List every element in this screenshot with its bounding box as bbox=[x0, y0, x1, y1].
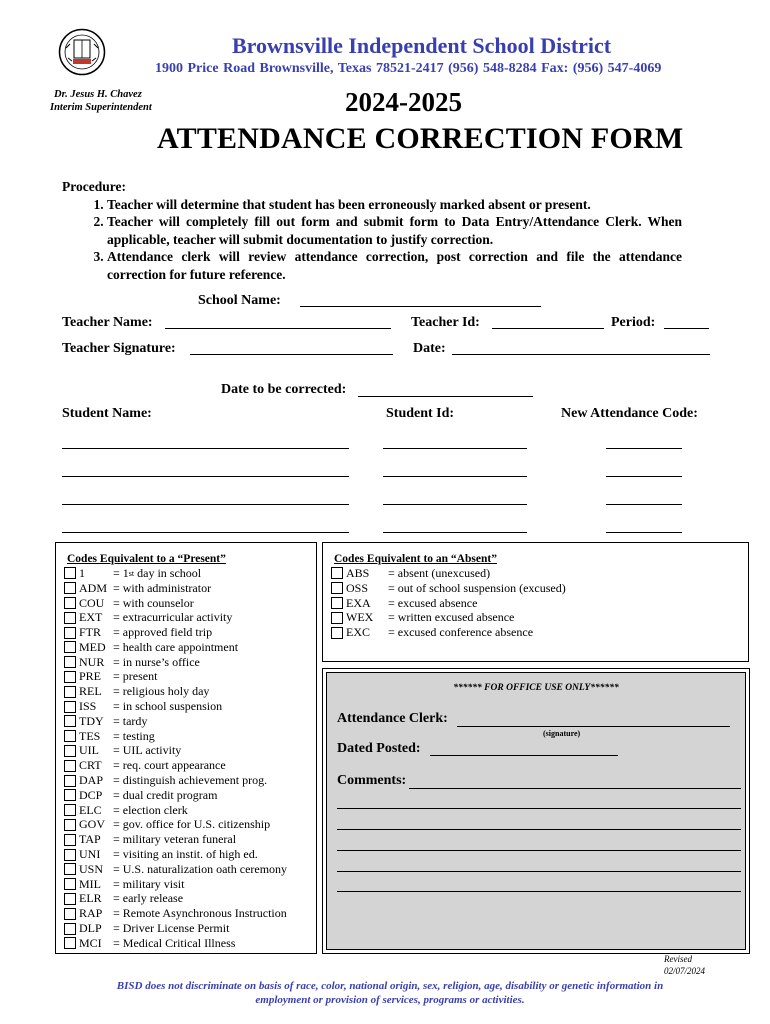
code-abbrev: DAP bbox=[79, 773, 104, 788]
present-codes-box bbox=[55, 542, 317, 954]
code-checkbox[interactable] bbox=[64, 730, 76, 742]
district-name: Brownsville Independent School District bbox=[232, 33, 612, 58]
code-description: = with counselor bbox=[113, 595, 194, 610]
footer-line-1: BISD does not discriminate on basis of race, color, national origin, sex, religion, age, disability or genetic information in bbox=[116, 980, 664, 992]
present-code-row bbox=[64, 788, 316, 803]
form-title: ATTENDANCE CORRECTION FORM bbox=[157, 122, 684, 155]
date-field[interactable] bbox=[452, 354, 710, 355]
code-description: = Medical Critical Illness bbox=[113, 935, 236, 950]
comments-line[interactable] bbox=[337, 808, 741, 809]
date-to-correct-field[interactable] bbox=[358, 396, 533, 397]
present-code-row bbox=[64, 892, 316, 907]
code-checkbox[interactable] bbox=[64, 775, 76, 787]
code-description: = UIL activity bbox=[113, 743, 182, 758]
district-address: 1900 Price Road Brownsville, Texas 78521-2417 (956) 548-8284 Fax: (956) 547-4069 bbox=[155, 61, 662, 76]
dated-posted-field[interactable] bbox=[430, 755, 618, 756]
absent-codes-title: Codes Equivalent to an “Absent” bbox=[334, 553, 497, 565]
code-checkbox[interactable] bbox=[64, 804, 76, 816]
code-checkbox[interactable] bbox=[64, 937, 76, 949]
student-id-field[interactable] bbox=[383, 476, 527, 477]
revised-label: Revised bbox=[664, 954, 692, 964]
code-description: = req. court appearance bbox=[113, 758, 226, 773]
present-code-row bbox=[64, 818, 316, 833]
present-codes-title: Codes Equivalent to a “Present” bbox=[67, 553, 226, 565]
code-abbrev: UIL bbox=[79, 743, 99, 758]
code-abbrev: ABS bbox=[346, 565, 370, 580]
code-description: = U.S. naturalization oath ceremony bbox=[113, 861, 288, 876]
present-code-row bbox=[64, 906, 316, 921]
code-checkbox[interactable] bbox=[64, 863, 76, 875]
code-description: = written excused absence bbox=[388, 610, 515, 625]
code-description: = testing bbox=[113, 728, 155, 743]
attendance-clerk-label: Attendance Clerk: bbox=[337, 711, 448, 726]
code-superscript: st bbox=[128, 568, 135, 578]
code-abbrev: GOV bbox=[79, 817, 105, 832]
code-checkbox[interactable] bbox=[331, 567, 343, 579]
teacher-name-field[interactable] bbox=[165, 328, 391, 329]
code-abbrev: OSS bbox=[346, 580, 369, 595]
teacher-id-label: Teacher Id: bbox=[411, 315, 480, 330]
new-code-field[interactable] bbox=[606, 504, 682, 505]
code-description: = excused absence bbox=[388, 595, 478, 610]
code-checkbox[interactable] bbox=[64, 834, 76, 846]
present-code-row bbox=[64, 581, 316, 596]
revised-block bbox=[664, 953, 705, 977]
code-description: = election clerk bbox=[113, 802, 188, 817]
code-checkbox[interactable] bbox=[331, 612, 343, 624]
code-checkbox[interactable] bbox=[64, 701, 76, 713]
procedure-section bbox=[62, 178, 682, 283]
code-checkbox[interactable] bbox=[64, 627, 76, 639]
code-abbrev: MED bbox=[79, 639, 106, 654]
procedure-step: 3. Attendance clerk will review attendance correction, post correction and file the attendance correction for future reference. bbox=[107, 248, 682, 283]
code-checkbox[interactable] bbox=[331, 627, 343, 639]
procedure-step: 1. Teacher will determine that student has been erroneously marked absent or present. bbox=[107, 196, 682, 214]
teacher-signature-label: Teacher Signature: bbox=[62, 341, 176, 356]
code-checkbox[interactable] bbox=[64, 686, 76, 698]
present-code-row bbox=[64, 596, 316, 611]
period-label: Period: bbox=[611, 315, 656, 330]
code-abbrev: TDY bbox=[79, 713, 104, 728]
code-abbrev: ADM bbox=[79, 580, 108, 595]
code-description: = Driver License Permit bbox=[113, 921, 230, 936]
superintendent-block bbox=[50, 88, 152, 114]
code-abbrev: EXT bbox=[79, 610, 103, 625]
comments-line[interactable] bbox=[337, 850, 741, 851]
absent-code-row bbox=[331, 581, 748, 596]
present-codes-list bbox=[56, 566, 316, 951]
code-abbrev: ELR bbox=[79, 891, 102, 906]
code-description: = military visit bbox=[113, 876, 185, 891]
code-checkbox[interactable] bbox=[64, 656, 76, 668]
new-code-field[interactable] bbox=[606, 448, 682, 449]
superintendent-name: Dr. Jesus H. Chavez bbox=[54, 89, 142, 100]
present-code-row bbox=[64, 684, 316, 699]
present-code-row bbox=[64, 625, 316, 640]
comments-line[interactable] bbox=[337, 891, 741, 892]
present-code-row bbox=[64, 847, 316, 862]
student-name-field[interactable] bbox=[62, 532, 349, 533]
code-abbrev: UNI bbox=[79, 847, 101, 862]
period-field[interactable] bbox=[664, 328, 709, 329]
code-checkbox[interactable] bbox=[64, 819, 76, 831]
code-description: = absent (unexcused) bbox=[388, 565, 491, 580]
procedure-step: 2. Teacher will completely fill out form and submit form to Data Entry/Attendance Clerk. When applicable, teacher will submit documentation to justify correction. bbox=[107, 213, 682, 248]
code-description: = distinguish achievement prog. bbox=[113, 773, 268, 788]
attendance-clerk-field[interactable] bbox=[457, 726, 730, 727]
code-abbrev: COU bbox=[79, 595, 105, 610]
code-abbrev: USN bbox=[79, 861, 104, 876]
superintendent-title: Interim Superintendent bbox=[50, 102, 152, 113]
code-abbrev: ISS bbox=[79, 699, 97, 714]
code-checkbox[interactable] bbox=[64, 641, 76, 653]
code-checkbox[interactable] bbox=[331, 597, 343, 609]
procedure-steps bbox=[62, 196, 682, 284]
absent-code-row bbox=[331, 625, 748, 640]
new-code-field[interactable] bbox=[606, 476, 682, 477]
code-description: = gov. office for U.S. citizenship bbox=[113, 817, 271, 832]
school-name-label: School Name: bbox=[198, 293, 281, 308]
code-abbrev: WEX bbox=[346, 610, 374, 625]
code-checkbox[interactable] bbox=[64, 671, 76, 683]
present-code-row bbox=[64, 714, 316, 729]
absent-code-row bbox=[331, 596, 748, 611]
absent-codes-list bbox=[323, 566, 748, 640]
code-abbrev: EXA bbox=[346, 595, 371, 610]
code-description: = 1 bbox=[113, 565, 129, 580]
present-code-row bbox=[64, 744, 316, 759]
code-checkbox[interactable] bbox=[331, 582, 343, 594]
code-abbrev: ELC bbox=[79, 802, 102, 817]
code-description: = present bbox=[113, 669, 158, 684]
footer-line-2: employment or provision of services, programs or activities. bbox=[255, 994, 525, 1006]
code-description: = Remote Asynchronous Instruction bbox=[113, 906, 287, 921]
student-name-field[interactable] bbox=[62, 448, 349, 449]
teacher-id-field[interactable] bbox=[492, 328, 604, 329]
present-code-row bbox=[64, 566, 316, 581]
new-code-header: New Attendance Code: bbox=[561, 406, 698, 421]
dated-posted-label: Dated Posted: bbox=[337, 741, 421, 756]
code-abbrev: PRE bbox=[79, 669, 102, 684]
comments-line[interactable] bbox=[337, 829, 741, 830]
present-code-row bbox=[64, 699, 316, 714]
teacher-name-label: Teacher Name: bbox=[62, 315, 153, 330]
code-checkbox[interactable] bbox=[64, 878, 76, 890]
student-name-field[interactable] bbox=[62, 504, 349, 505]
district-seal-icon bbox=[58, 28, 106, 76]
present-code-row bbox=[64, 921, 316, 936]
present-code-row bbox=[64, 655, 316, 670]
code-description-rest: day in school bbox=[134, 565, 202, 580]
present-code-row bbox=[64, 803, 316, 818]
code-abbrev: CRT bbox=[79, 758, 102, 773]
present-code-row bbox=[64, 610, 316, 625]
code-description: = tardy bbox=[113, 713, 148, 728]
code-abbrev: RAP bbox=[79, 906, 103, 921]
student-name-field[interactable] bbox=[62, 476, 349, 477]
signature-note: (signature) bbox=[543, 729, 581, 738]
student-id-field[interactable] bbox=[383, 532, 527, 533]
student-id-field[interactable] bbox=[383, 504, 527, 505]
code-checkbox[interactable] bbox=[64, 760, 76, 772]
code-checkbox[interactable] bbox=[64, 597, 76, 609]
absent-codes-box bbox=[322, 542, 749, 662]
present-code-row bbox=[64, 773, 316, 788]
present-code-row bbox=[64, 877, 316, 892]
code-description: = military veteran funeral bbox=[113, 832, 237, 847]
procedure-heading: Procedure: bbox=[62, 179, 126, 194]
code-description: = visiting an instit. of high ed. bbox=[113, 847, 258, 862]
code-description: = health care appointment bbox=[113, 639, 239, 654]
code-checkbox[interactable] bbox=[64, 745, 76, 757]
code-checkbox[interactable] bbox=[64, 789, 76, 801]
code-abbrev: 1 bbox=[79, 565, 85, 580]
student-id-header: Student Id: bbox=[386, 406, 455, 421]
code-abbrev: NUR bbox=[79, 654, 105, 669]
office-use-box bbox=[326, 672, 746, 950]
code-description: = excused conference absence bbox=[388, 625, 534, 640]
date-to-correct-label: Date to be corrected: bbox=[221, 382, 347, 397]
code-description: = approved field trip bbox=[113, 625, 213, 640]
code-checkbox[interactable] bbox=[64, 908, 76, 920]
code-abbrev: TES bbox=[79, 728, 101, 743]
code-description: = extracurricular activity bbox=[113, 610, 233, 625]
code-checkbox[interactable] bbox=[64, 567, 76, 579]
code-description: = religious holy day bbox=[113, 684, 210, 699]
student-id-field[interactable] bbox=[383, 448, 527, 449]
code-checkbox[interactable] bbox=[64, 893, 76, 905]
office-use-title: ****** FOR OFFICE USE ONLY****** bbox=[453, 683, 619, 693]
student-name-header: Student Name: bbox=[62, 406, 152, 421]
code-abbrev: FTR bbox=[79, 625, 102, 640]
code-abbrev: EXC bbox=[346, 625, 370, 640]
nondiscrimination-footer bbox=[60, 979, 720, 1007]
present-code-row bbox=[64, 729, 316, 744]
code-abbrev: TAP bbox=[79, 832, 101, 847]
school-name-field[interactable] bbox=[300, 306, 541, 307]
code-description: = out of school suspension (excused) bbox=[388, 580, 566, 595]
code-abbrev: MIL bbox=[79, 876, 101, 891]
code-description: = with administrator bbox=[113, 580, 212, 595]
present-code-row bbox=[64, 936, 316, 951]
code-description: = dual credit program bbox=[113, 787, 218, 802]
present-code-row bbox=[64, 832, 316, 847]
code-abbrev: DLP bbox=[79, 921, 102, 936]
comments-label: Comments: bbox=[337, 773, 407, 788]
teacher-signature-field[interactable] bbox=[190, 354, 393, 355]
code-description: = in school suspension bbox=[113, 699, 223, 714]
present-code-row bbox=[64, 670, 316, 685]
code-checkbox[interactable] bbox=[64, 923, 76, 935]
present-code-row bbox=[64, 862, 316, 877]
code-checkbox[interactable] bbox=[64, 715, 76, 727]
revised-date: 02/07/2024 bbox=[664, 966, 706, 976]
absent-code-row bbox=[331, 610, 748, 625]
absent-code-row bbox=[331, 566, 748, 581]
code-abbrev: DCP bbox=[79, 787, 103, 802]
code-description: = early release bbox=[113, 891, 184, 906]
comments-field[interactable] bbox=[409, 788, 741, 789]
comments-line[interactable] bbox=[337, 871, 741, 872]
code-abbrev: MCI bbox=[79, 935, 102, 950]
code-description: = in nurse’s office bbox=[113, 654, 200, 669]
code-checkbox[interactable] bbox=[64, 612, 76, 624]
school-year: 2024-2025 bbox=[345, 87, 462, 117]
code-abbrev: REL bbox=[79, 684, 102, 699]
date-label: Date: bbox=[413, 341, 446, 356]
code-checkbox[interactable] bbox=[64, 582, 76, 594]
code-checkbox[interactable] bbox=[64, 849, 76, 861]
new-code-field[interactable] bbox=[606, 532, 682, 533]
present-code-row bbox=[64, 758, 316, 773]
present-code-row bbox=[64, 640, 316, 655]
